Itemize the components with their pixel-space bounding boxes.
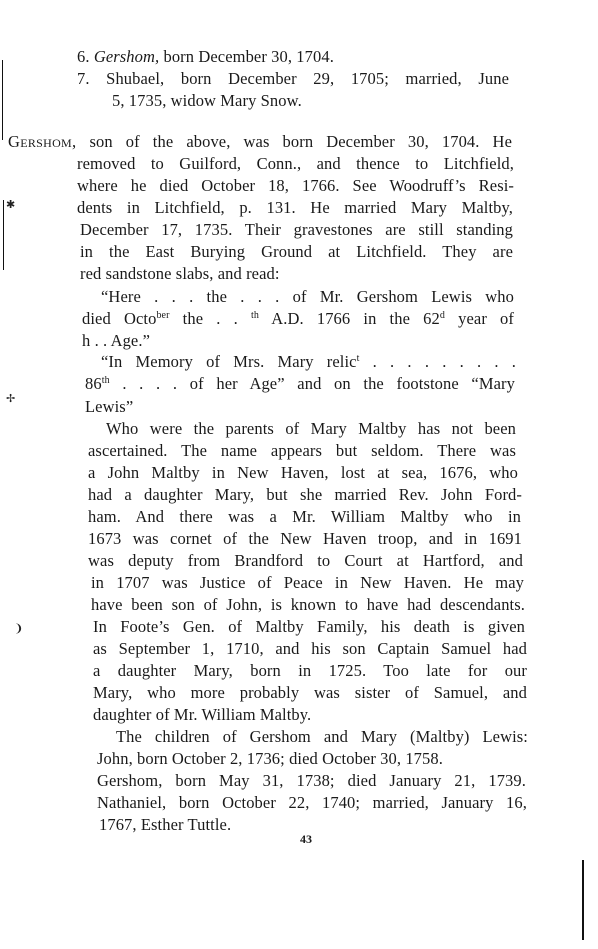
body-line-7: red sandstone slabs, and read:: [80, 264, 280, 283]
para-2-line-12: a daughter Mary, born in 1725. Too late for our: [93, 661, 527, 680]
margin-mark-1: ✱: [6, 198, 16, 211]
body-line-5: December 17, 1735. Their gravestones are still standing: [80, 220, 513, 239]
entry-6-number: 6.: [77, 47, 90, 66]
quote-2-line-2: 86th . . . . of her Age” and on the footstone “Mary: [85, 374, 515, 393]
body-line-4: dents in Litchfield, p. 131. He married Mary Maltby,: [77, 198, 513, 217]
entry-6-rest: born December 30, 1704.: [159, 47, 334, 66]
entry-7-line-2: 5, 1735, widow Mary Snow.: [112, 91, 302, 110]
para-3-line-3: Gershom, born May 31, 1738; died January 21, 1739.: [97, 771, 526, 790]
margin-mark-3: ❩: [14, 622, 24, 635]
quote-1-line-2: died Octo$^{ber}$ the . . $^{th}$ A.D. 1766 in the 62$^d$ year of: [82, 309, 515, 328]
para-2-line-1: Who were the parents of Mary Maltby has not been: [106, 419, 516, 438]
para-2-line-2: ascertained. The name appears but seldom. There was: [88, 441, 516, 460]
body-line-2: removed to Guilford, Conn., and thence to Litchfield,: [77, 154, 514, 173]
para-3-line-2: John, born October 2, 1736; died October 30, 1758.: [97, 749, 443, 768]
para-3-line-4: Nathaniel, born October 22, 1740; married, January 16,: [97, 793, 527, 812]
para-3-line-5: 1767, Esther Tuttle.: [99, 815, 232, 834]
quote-1-line-1: “Here . . . the . . . of Mr. Gershom Lewis who: [101, 287, 514, 306]
para-2-line-7: was deputy from Brandford to Court at Hartford, and: [88, 551, 523, 570]
body-line-1: Gershom, son of the above, was born December 30, 1704. He: [8, 132, 512, 151]
entry-6: [77, 47, 334, 67]
para-2-line-10: In Foote’s Gen. of Maltby Family, his death is given: [93, 617, 525, 636]
entry-7-line-1: 7. Shubael, born December 29, 1705; married, June: [77, 69, 509, 88]
margin-rule-top: [2, 60, 3, 140]
para-3-line-1: The children of Gershom and Mary (Maltby) Lewis:: [116, 727, 528, 746]
quote-2-line-1: “In Memory of Mrs. Mary relic$^t$ . . . . . . . . .: [101, 352, 516, 371]
para-2-line-14: daughter of Mr. William Maltby.: [93, 705, 312, 724]
body-line-6: in the East Burying Ground at Litchfield. They are: [80, 242, 513, 261]
body-line-3: where he died October 18, 1766. See Woodruff’s Resi-: [77, 176, 514, 195]
para-2-line-9: have been son of John, is known to have had descendants.: [91, 595, 525, 614]
quote-1-line-3: h . . Age.”: [82, 331, 151, 350]
margin-mark-2: ✢: [6, 392, 16, 405]
para-2-line-3: a John Maltby in New Haven, lost at sea, 1676, who: [88, 463, 518, 482]
section-heading: Gershom,: [8, 132, 77, 151]
margin-rule-right: [582, 860, 584, 940]
page-number: 43: [300, 832, 312, 846]
para-2-line-13: Mary, who more probably was sister of Samuel, and: [93, 683, 527, 702]
margin-rule-mid: [3, 200, 4, 270]
quote-2-line-3: Lewis”: [85, 397, 134, 416]
para-2-line-4: had a daughter Mary, but she married Rev. John Ford-: [88, 485, 522, 504]
para-2-line-8: in 1707 was Justice of Peace in New Haven. He may: [91, 573, 524, 592]
entry-6-name: Gershom,: [93, 47, 160, 66]
para-2-line-5: ham. And there was a Mr. William Maltby who in: [88, 507, 521, 526]
para-2-line-11: as September 1, 1710, and his son Captain Samuel had: [93, 639, 527, 658]
para-2-line-6: 1673 was cornet of the New Haven troop, and in 1691: [88, 529, 522, 548]
